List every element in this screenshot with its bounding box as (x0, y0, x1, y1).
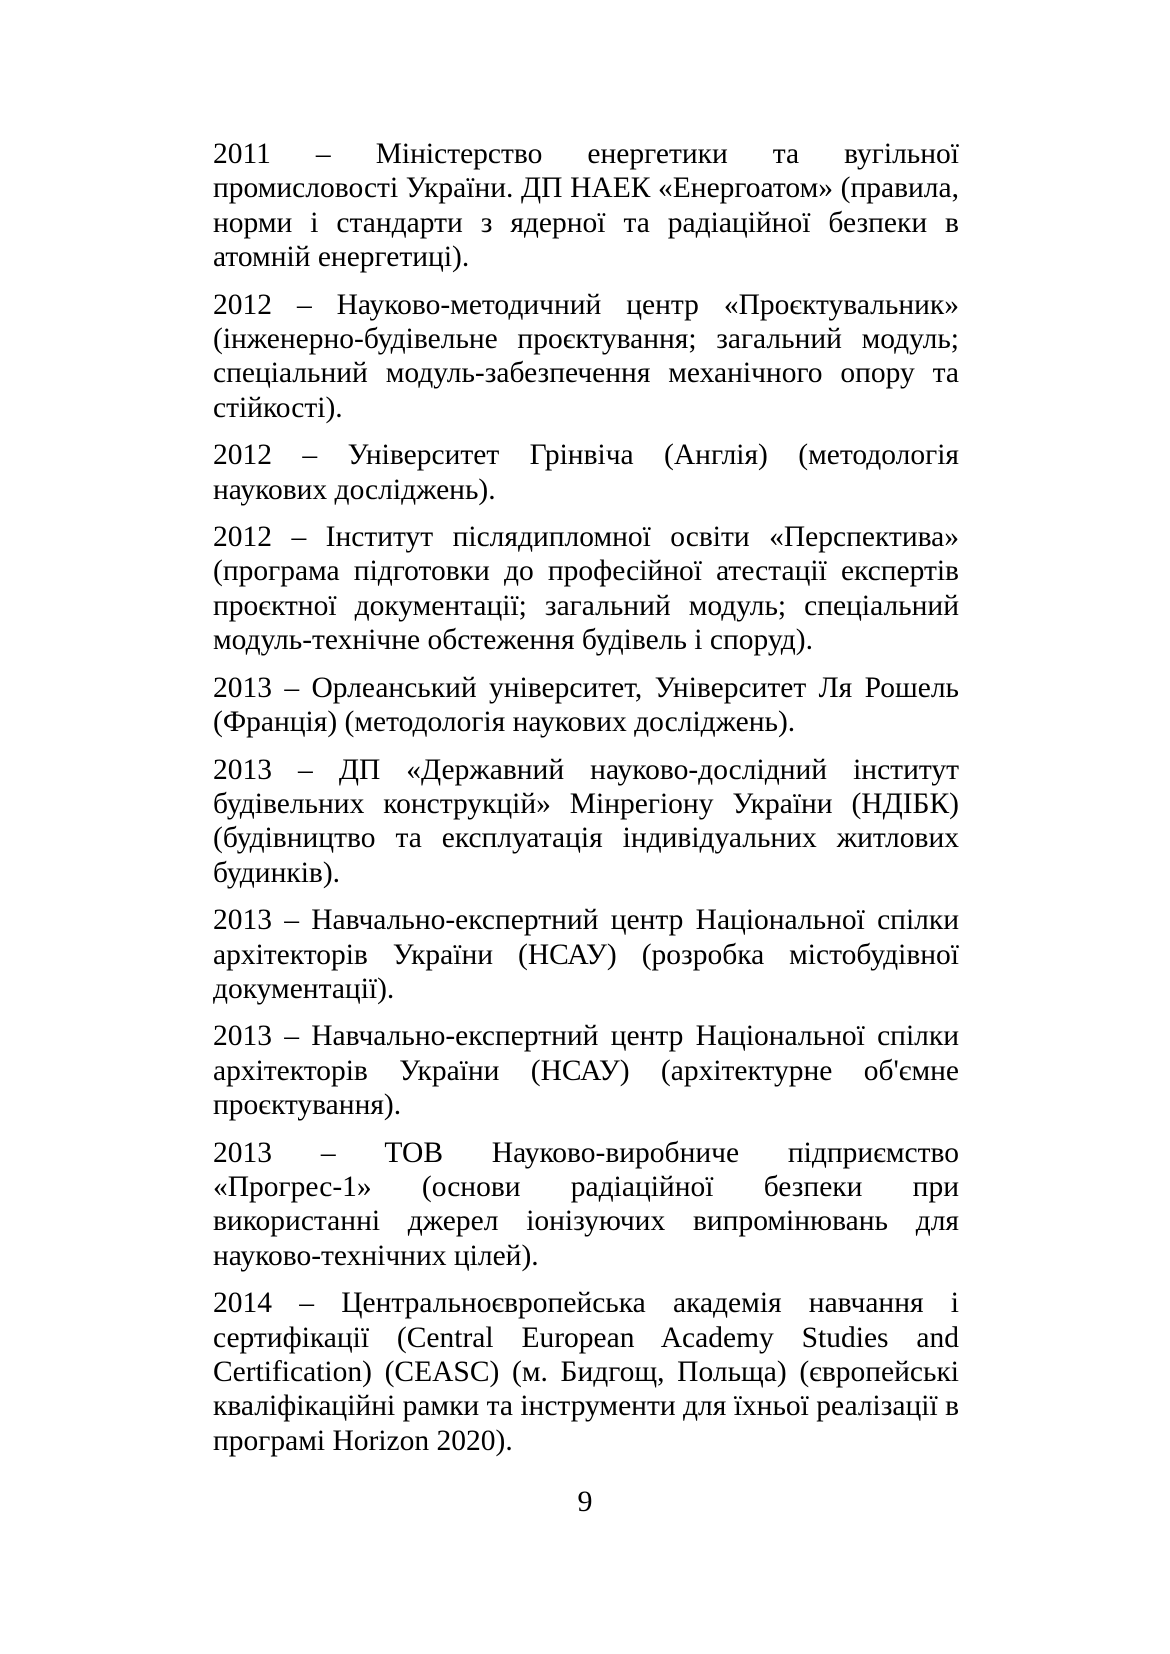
entry-2013-orleans: 2013 – Орлеанський університет, Університет Ля Рошель (Франція) (методологія наукових досліджень). (213, 671, 959, 739)
page-body (213, 137, 959, 1471)
entry-2012-greenwich: 2012 – Університет Грінвіча (Англія) (методологія наукових досліджень). (213, 439, 959, 506)
page-number: 9 (577, 1485, 593, 1518)
entry-2014-ceasc: 2014 – Центральноєвропейська академія навчання і сертифікації (Central European Academy Studies and Certification) (CEASC) (м. Бидгощ, Польща) (європейські кваліфікаційні рамки та інструменти для їхньої реалізації в програмі Horizon 2020). (213, 1287, 959, 1457)
entry-2013-nsau-urban: 2013 – Навчально-експертний центр Національної спілки архітекторів України (НСАУ) (розробка містобудівної документації). (213, 904, 959, 1005)
entry-2013-nsau-architecture: 2013 – Навчально-експертний центр Національної спілки архітекторів України (НСАУ) (архітектурне об'ємне проєктування). (213, 1020, 959, 1122)
entry-2013-progres: 2013 – ТОВ Науково-виробниче підприємство «Прогрес-1» (основи радіаційної безпеки при використанні джерел іонізуючих випромінювань для науково-технічних цілей). (213, 1136, 959, 1272)
entry-2013-ndibk: 2013 – ДП «Державний науково-дослідний інститут будівельних конструкцій» Мінрегіону України (НДІБК) (будівництво та експлуатація індивідуальних житлових будинків). (213, 753, 959, 889)
entry-2012-perspektyva: 2012 – Інститут післядипломної освіти «Перспектива» (програма підготовки до професійної атестації експертів проєктної документації; загальний модуль; спеціальний модуль-технічне обстеження будівель і споруд). (213, 521, 959, 657)
entry-2011-ministry-energy: 2011 – Міністерство енергетики та вугільної промисловості України. ДП НАЕК «Енергоатом» (правила, норми і стандарти з ядерної та радіаційної безпеки в атомній енергетиці). (213, 138, 959, 274)
entry-2012-proektuvalnyk: 2012 – Науково-методичний центр «Проєктувальник» (інженерно-будівельне проєктування; загальний модуль; спеціальний модуль-забезпечення механічного опору та стійкості). (213, 288, 959, 424)
